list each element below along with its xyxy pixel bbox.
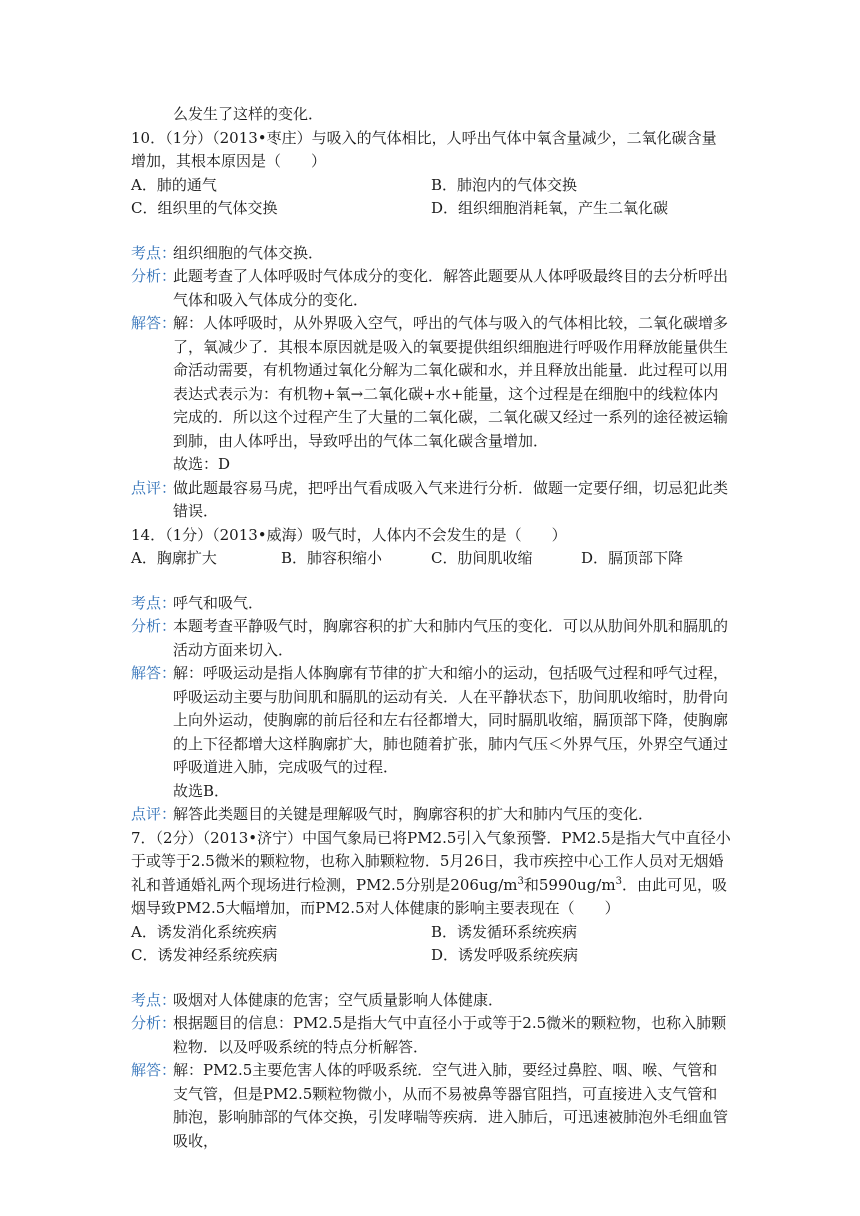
- q14-kaodian: [131, 592, 731, 616]
- q7-option-c: C．诱发神经系统疾病: [131, 946, 278, 964]
- q10-option-d: D．组织细胞消耗氧，产生二氧化碳: [431, 199, 669, 217]
- q10-jieda-text: [173, 312, 731, 477]
- q7-option-d: D．诱发呼吸系统疾病: [431, 946, 579, 964]
- q14-stem: 14．（1分）（2013•威海）吸气时，人体内不会发生的是（ ）: [131, 525, 567, 544]
- q10-jieda: [131, 312, 731, 477]
- q10-option-c: C．组织里的气体交换: [131, 199, 278, 217]
- q7-kaodian: [131, 989, 731, 1013]
- fenxi-label: 分析：: [131, 1014, 177, 1032]
- document-content: [131, 103, 731, 1153]
- q7-stem-part-b: 和5990ug/m: [523, 875, 616, 894]
- q7-stem-part-c: ．由此可见，吸烟导致PM2.5大幅增加，而PM2.5对人体健康的影响主要表现在（ ）: [131, 875, 727, 917]
- q7-superscript-2: 3: [615, 875, 622, 887]
- q14-option-d: D．膈顶部下降: [581, 549, 684, 567]
- q14-jieda-text: [173, 662, 731, 803]
- q7-superscript-1: 3: [517, 875, 524, 887]
- q7-jieda: [131, 1059, 731, 1153]
- q7-options: [131, 921, 731, 968]
- q10-options: [131, 174, 731, 221]
- q10-fenxi: [131, 265, 731, 312]
- q7-option-b: B．诱发循环系统疾病: [431, 922, 578, 941]
- kaodian-label: 考点：: [131, 593, 177, 612]
- q10-answer: 故选：D: [173, 455, 231, 473]
- q10-option-a: A．肺的通气: [131, 175, 217, 194]
- q14-fenxi-text: 本题考查平静吸气时，胸廓容积的扩大和肺内气压的变化．可以从肋间外肌和膈肌的活动方面来切入．: [173, 617, 729, 659]
- q7-stem: [131, 827, 731, 921]
- q7-option-a: A．诱发消化系统疾病: [131, 922, 277, 941]
- q7-fenxi: [131, 1012, 731, 1059]
- q10-option-b: B．肺泡内的气体交换: [431, 175, 578, 194]
- q7-jieda-text: 解：PM2.5主要危害人体的呼吸系统．空气进入肺，要经过鼻腔、咽、喉、气管和支气管，但是PM2.5颗粒物微小，从而不易被鼻等器官阻挡，可直接进入支气管和肺泡，影响肺部的气体交换，引发哮喘等疾病．进入肺后，可迅速被肺泡外毛细血管吸收，: [173, 1061, 729, 1150]
- q7-stem-part-a: 7．（2分）（2013•济宁）中国气象局已将PM2.5引入气象预警．PM2.5是指大气中直径小于或等于2.5微米的颗粒物，也称入肺颗粒物．5月26日，我市疾控中心工作人员对无烟婚礼和普通婚礼两个现场进行检测，PM2.5分别是206ug/m: [131, 828, 731, 894]
- q14-dianping: [131, 803, 731, 827]
- kaodian-label: 考点：: [131, 243, 177, 262]
- q10-stem: 10．（1分）（2013•枣庄）与吸入的气体相比，人呼出气体中氧含量减少，二氧化碳含量增加，其根本原因是（ ）: [131, 128, 717, 170]
- kaodian-label: 考点：: [131, 990, 177, 1009]
- q7-fenxi-text: 根据题目的信息：PM2.5是指大气中直径小于或等于2.5微米的颗粒物，也称入肺颗粒物．以及呼吸系统的特点分析解答．: [173, 1014, 727, 1056]
- dianping-label: 点评：: [131, 478, 177, 497]
- fenxi-label: 分析：: [131, 267, 177, 285]
- q10-kaodian-text: 组织细胞的气体交换．: [173, 243, 324, 262]
- q14-option-a: A．胸廓扩大: [131, 549, 217, 567]
- q10-jieda-body: 解：人体呼吸时，从外界吸入空气，呼出的气体与吸入的气体相比较，二氧化碳增多了，氧减少了．其根本原因就是吸入的氧要提供组织细胞进行呼吸作用释放能量供生命活动需要，有机物通过氧化分解为二氧化碳和水，并且释放出能量．此过程可以用表达式表示为：有机物+氧→二氧化碳+水+能量，这个过程是在细胞中的线粒体内完成的．所以这个过程产生了大量的二氧化碳，二氧化碳又经过一系列的途径被运输到肺，由人体呼出，导致呼出的气体二氧化碳含量增加．: [173, 314, 729, 450]
- q14-jieda: [131, 662, 731, 803]
- jieda-label: 解答：: [131, 664, 177, 682]
- q10-kaodian: [131, 242, 731, 266]
- fenxi-label: 分析：: [131, 617, 177, 635]
- jieda-label: 解答：: [131, 314, 177, 332]
- jieda-label: 解答：: [131, 1061, 177, 1079]
- q7-kaodian-text: 吸烟对人体健康的危害；空气质量影响人体健康．: [173, 990, 504, 1009]
- q14-dianping-text: 解答此类题目的关键是理解吸气时，胸廓容积的扩大和肺内气压的变化．: [173, 805, 654, 823]
- q14-jieda-body: 解：呼吸运动是指人体胸廓有节律的扩大和缩小的运动，包括吸气过程和呼气过程，呼吸运动主要与肋间肌和膈肌的运动有关．人在平静状态下，肋间肌收缩时，肋骨向上向外运动，使胸廓的前后径和左右径都增大，同时膈肌收缩，膈顶部下降，使胸廓的上下径都增大这样胸廓扩大，肺也随着扩张，肺内气压＜外界气压，外界空气通过呼吸道进入肺，完成吸气的过程．: [173, 664, 729, 776]
- q14-options: [131, 547, 731, 571]
- q14-answer: 故选B．: [173, 781, 230, 800]
- q14-option-b: B．肺容积缩小: [281, 549, 383, 567]
- q10-fenxi-text: 此题考查了人体呼吸时气体成分的变化．解答此题要从人体呼吸最终目的去分析呼出气体和吸入气体成分的变化．: [173, 267, 729, 309]
- q14-fenxi: [131, 615, 731, 662]
- q14-kaodian-text: 呼气和吸气．: [173, 593, 264, 612]
- dianping-label: 点评：: [131, 805, 177, 823]
- q10-dianping: [131, 477, 731, 524]
- q14-option-c: C．肋间肌收缩: [431, 549, 533, 567]
- q10-dianping-text: 做此题最容易马虎，把呼出气看成吸入气来进行分析．做题一定要仔细，切忌犯此类错误．: [173, 478, 729, 520]
- continuation-text: 么发生了这样的变化．: [173, 105, 324, 123]
